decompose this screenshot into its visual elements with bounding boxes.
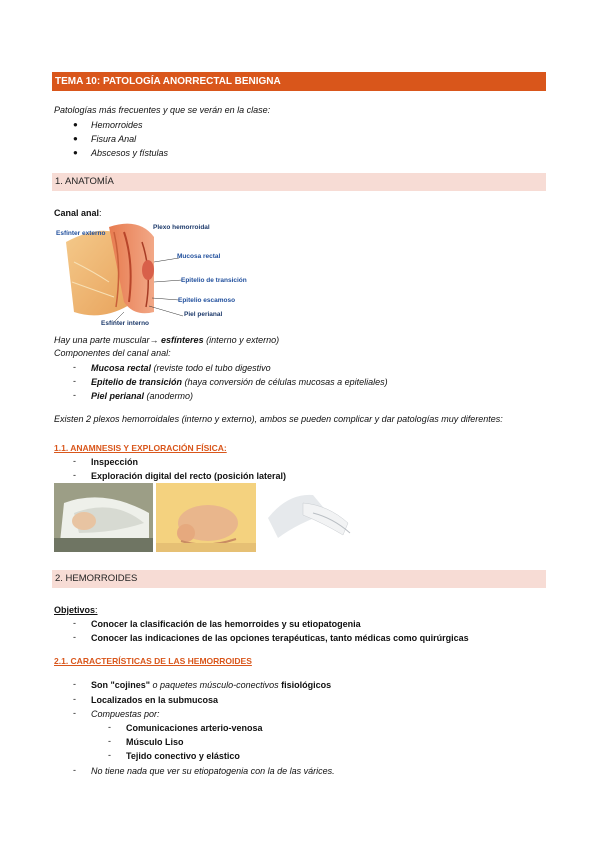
- dash-marker: -: [73, 456, 76, 466]
- dash-marker: -: [73, 679, 76, 689]
- dash-marker: -: [108, 750, 111, 760]
- label-epitelio-escamoso: Epitelio escamoso: [178, 297, 236, 304]
- section-heading: 1. ANATOMÍA: [52, 173, 546, 191]
- label-piel-perianal: Piel perianal: [184, 311, 223, 318]
- label-plexo-hemorroidal: Plexo hemorroidal: [153, 224, 210, 231]
- objetivo-item: Conocer la clasificación de las hemorroides y su etiopatogenia: [91, 619, 361, 629]
- bullet-icon: ●: [73, 134, 78, 143]
- canal-anal-label: Canal anal:: [54, 208, 102, 218]
- dash-marker: -: [73, 470, 76, 480]
- dash-marker: -: [73, 708, 76, 718]
- bullet-icon: ●: [73, 120, 78, 129]
- label-esfinter-externo: Esfínter externo: [56, 230, 106, 237]
- dash-marker: -: [73, 362, 76, 372]
- intro-bullet: Fisura Anal: [91, 134, 137, 144]
- anal-canal-illustration: [54, 222, 269, 330]
- intro-text: Patologías más frecuentes y que se verán en la clase:: [54, 105, 271, 115]
- caracteristica-item: No tiene nada que ver su etiopatogenia con la de las várices.: [91, 766, 335, 776]
- caracteristica-item: Son "cojines" o paquetes músculo-conectivos fisiológicos: [91, 680, 332, 690]
- objetivos-label: Objetivos:: [54, 605, 98, 615]
- photo-patient-position: [54, 483, 153, 552]
- dash-marker: -: [73, 618, 76, 628]
- bullet-icon: ●: [73, 148, 78, 157]
- section-heading: 2. HEMORROIDES: [52, 570, 546, 588]
- photo-knee-chest-position: [156, 483, 256, 552]
- component-item: Piel perianal (anodermo): [91, 391, 194, 401]
- label-mucosa-rectal: Mucosa rectal: [177, 253, 221, 260]
- page-title: TEMA 10: PATOLOGÍA ANORRECTAL BENIGNA: [52, 72, 546, 91]
- intro-bullet: Hemorroides: [91, 120, 143, 130]
- caracteristica-item: Compuestas por:: [91, 709, 160, 719]
- component-item: Mucosa rectal (reviste todo el tubo digestivo: [91, 363, 271, 373]
- subsection-heading: 2.1. CARACTERÍSTICAS DE LAS HEMORROIDES: [54, 656, 252, 666]
- caracteristica-item: Localizados en la submucosa: [91, 695, 219, 705]
- dash-marker: -: [108, 722, 111, 732]
- dash-marker: -: [73, 765, 76, 775]
- intro-bullet: Abscesos y fístulas: [91, 148, 169, 158]
- composicion-item: Comunicaciones arterio-venosa: [126, 723, 263, 733]
- dash-marker: -: [73, 390, 76, 400]
- objetivo-item: Conocer las indicaciones de las opciones terapéuticas, tanto médicas como quirúrgicas: [91, 633, 469, 643]
- dash-marker: -: [108, 736, 111, 746]
- subsection-heading: 1.1. ANAMNESIS Y EXPLORACIÓN FÍSICA:: [54, 443, 227, 453]
- label-epitelio-transicion: Epitelio de transición: [181, 277, 247, 284]
- label-esfinter-interno: Esfínter interno: [101, 320, 150, 327]
- component-item: Epitelio de transición (haya conversión de células mucosas a epiteliales): [91, 377, 388, 387]
- composicion-item: Músculo Liso: [126, 737, 184, 747]
- plexos-text: Existen 2 plexos hemorroidales (interno y externo), ambos se pueden complicar y dar patologías muy diferentes:: [54, 414, 503, 424]
- composicion-item: Tejido conectivo y elástico: [126, 751, 240, 761]
- anal-canal-figure: [54, 222, 269, 330]
- dash-marker: -: [73, 694, 76, 704]
- componentes-text: Componentes del canal anal:: [54, 348, 171, 358]
- exploration-item: Inspección: [91, 457, 139, 467]
- dash-marker: -: [73, 632, 76, 642]
- muscular-text: Hay una parte muscular→ esfínteres (interno y externo): [54, 335, 280, 345]
- photo-digital-exam: [258, 483, 354, 552]
- exploration-item: Exploración digital del recto (posición lateral): [91, 471, 287, 481]
- dash-marker: -: [73, 376, 76, 386]
